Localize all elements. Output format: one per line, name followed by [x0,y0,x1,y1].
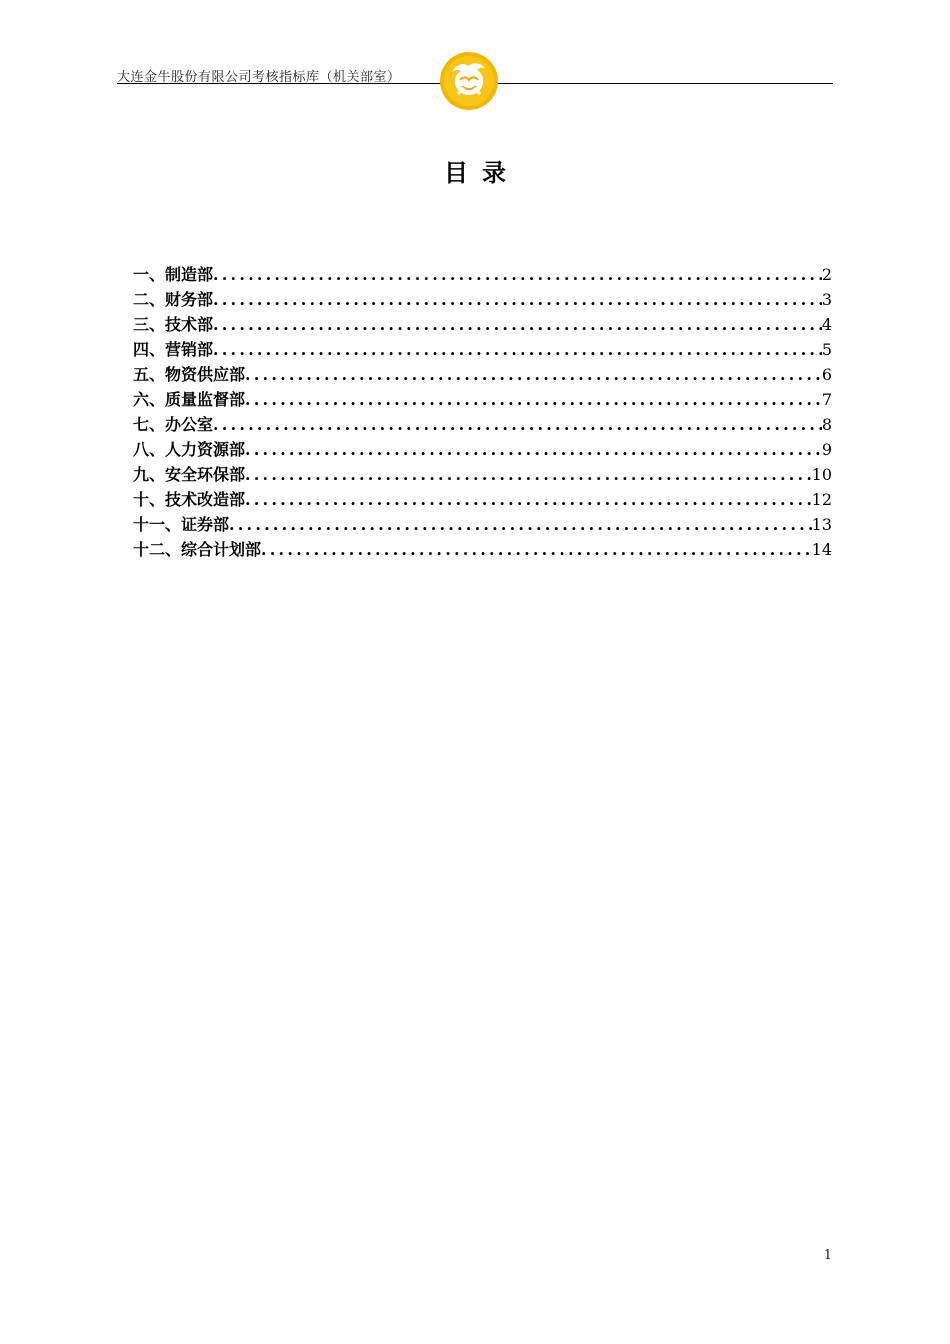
toc-entry[interactable] [133,437,832,462]
toc-entry[interactable] [133,537,832,562]
toc-dot-leader [245,437,822,462]
toc-entry-page: 9 [821,440,832,459]
toc-dot-leader [245,362,822,387]
toc-dot-leader [213,412,822,437]
golden-bull-logo-icon [438,50,500,112]
toc-entry[interactable] [133,387,832,412]
toc-entry-label: 七、办公室 [133,415,214,434]
toc-entry-label: 五、物资供应部 [133,365,246,384]
toc-entry-label: 二、财务部 [133,290,214,309]
toc-dot-leader [213,287,822,312]
toc-entry-label: 六、质量监督部 [133,390,246,409]
toc-entry-label: 八、人力资源部 [133,440,246,459]
table-of-contents [133,262,832,562]
toc-entry[interactable] [133,462,832,487]
toc-entry[interactable] [133,412,832,437]
toc-entry[interactable] [133,262,832,287]
toc-dot-leader [245,387,822,412]
toc-entry-label: 一、制造部 [133,265,214,284]
toc-entry-label: 三、技术部 [133,315,214,334]
toc-entry-label: 四、营销部 [133,340,214,359]
toc-dot-leader [213,312,822,337]
page-number: 1 [823,1248,832,1263]
toc-entry-page: 6 [821,365,832,384]
toc-entry[interactable] [133,337,832,362]
toc-entry-label: 十二、综合计划部 [133,540,262,559]
toc-entry[interactable] [133,312,832,337]
toc-entry[interactable] [133,362,832,387]
toc-entry-page: 3 [821,290,832,309]
toc-entry-page: 10 [811,465,832,484]
toc-dot-leader [229,512,812,537]
toc-entry-label: 十、技术改造部 [133,490,246,509]
toc-dot-leader [245,462,812,487]
toc-entry-page: 2 [821,265,832,284]
toc-dot-leader [261,537,812,562]
toc-entry-page: 8 [821,415,832,434]
toc-entry-label: 九、安全环保部 [133,465,246,484]
toc-entry-page: 5 [821,340,832,359]
toc-entry-label: 十一、证券部 [133,515,230,534]
header-title: 大连金牛股份有限公司考核指标库（机关部室） [117,70,401,85]
toc-dot-leader [213,262,822,287]
toc-entry-page: 7 [821,390,832,409]
toc-dot-leader [213,337,822,362]
toc-entry-page: 12 [811,490,832,509]
toc-entry[interactable] [133,487,832,512]
toc-entry-page: 13 [811,515,832,534]
toc-entry[interactable] [133,287,832,312]
toc-entry[interactable] [133,512,832,537]
toc-dot-leader [245,487,812,512]
toc-entry-page: 14 [811,540,832,559]
toc-entry-page: 4 [821,315,832,334]
page-title: 目录 [444,158,520,187]
